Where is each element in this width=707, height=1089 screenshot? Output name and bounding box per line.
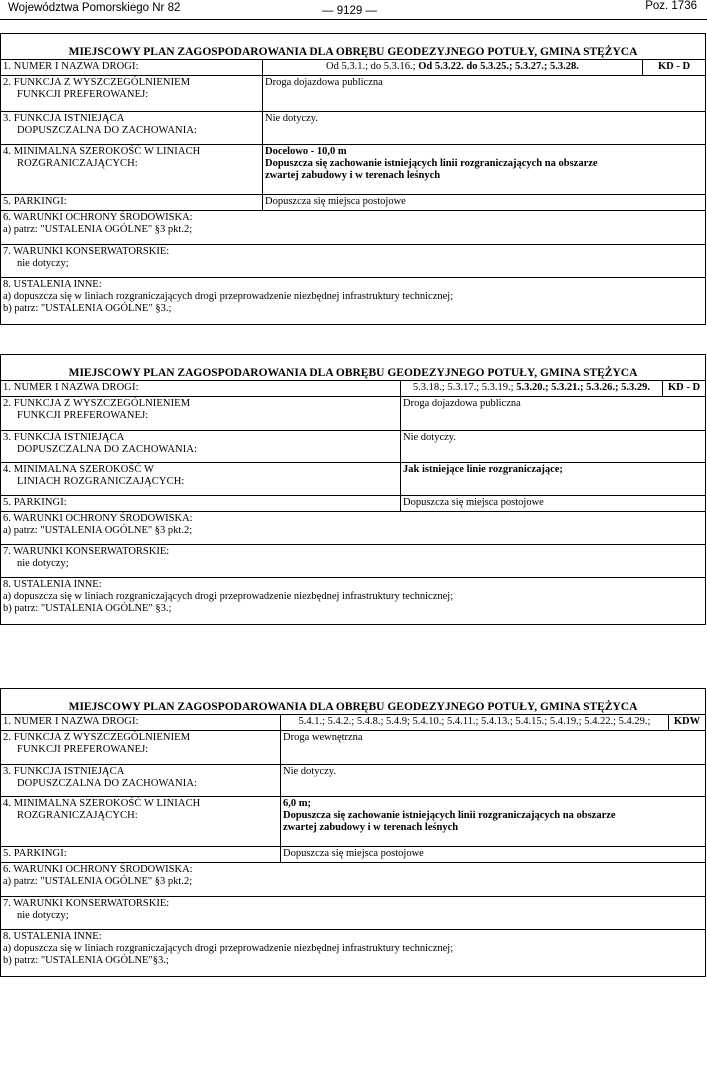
road-numbers-plain: Od 5.3.1.; do 5.3.16.; — [326, 61, 419, 72]
min-width-value: Jak istniejące linie rozgraniczające; — [401, 463, 706, 496]
table-row — [1, 112, 706, 145]
function-label: 2. FUNKCJA Z WYSZCZEGÓLNIENIEM FUNKCJI PREFEROWANEJ: — [1, 731, 281, 765]
existing-function-value: Nie dotyczy. — [401, 431, 706, 463]
parking-value: Dopuszcza się miejsca postojowe — [263, 195, 706, 211]
existing-function-value: Nie dotyczy. — [281, 765, 706, 797]
other-provisions: 8. USTALENIA INNE: a) dopuszcza się w liniach rozgraniczających drogi przeprowadzenie niezbędnej infrastruktury technicznej; b) patrz: "USTALENIA OGÓLNE"§3.; — [1, 930, 706, 977]
conservation-conditions: 7. WARUNKI KONSERWATORSKIE: nie dotyczy; — [1, 545, 706, 578]
table-row — [1, 797, 706, 847]
header-rule — [0, 19, 707, 20]
table-title-row — [1, 689, 706, 715]
conservation-conditions: 7. WARUNKI KONSERWATORSKIE: nie dotyczy; — [1, 897, 706, 930]
table-row — [1, 245, 706, 278]
min-width-label: 4. MINIMALNA SZEROKOŚĆ W LINIACH ROZGRANICZAJĄCYCH: — [1, 797, 281, 847]
journal-title: Województwa Pomorskiego Nr 82 — [8, 2, 181, 14]
table-row — [1, 930, 706, 977]
parking-label: 5. PARKINGI: — [1, 195, 263, 211]
function-value: Droga dojazdowa publiczna — [401, 397, 706, 431]
parking-label: 5. PARKINGI: — [1, 847, 281, 863]
table-row — [1, 578, 706, 625]
table-row — [1, 545, 706, 578]
table-row — [1, 897, 706, 930]
environment-conditions: 6. WARUNKI OCHRONY ŚRODOWISKA: a) patrz: "USTALENIA OGÓLNE" §3 pkt.2; — [1, 512, 706, 545]
function-value: Droga dojazdowa publiczna — [263, 76, 706, 112]
table-title-row — [1, 34, 706, 60]
existing-function-label: 3. FUNKCJA ISTNIEJĄCA DOPUSZCZALNA DO ZACHOWANIA: — [1, 765, 281, 797]
table-title-row — [1, 355, 706, 381]
road-code: KDW — [669, 715, 706, 731]
road-code: KD - D — [643, 60, 706, 76]
table-row — [1, 60, 706, 76]
table-row — [1, 145, 706, 195]
road-numbers-bold: 5.3.20.; 5.3.21.; 5.3.26.; 5.3.29. — [516, 382, 651, 393]
road-number-label: 1. NUMER I NAZWA DROGI: — [1, 381, 401, 397]
table-title: MIEJSCOWY PLAN ZAGOSPODAROWANIA DLA OBRĘBU GEODEZYJNEGO POTUŁY, GMINA STĘŻYCA — [1, 355, 706, 381]
road-numbers-plain: 5.3.18.; 5.3.17.; 5.3.19.; — [412, 382, 517, 393]
existing-function-label: 3. FUNKCJA ISTNIEJĄCA DOPUSZCZALNA DO ZACHOWANIA: — [1, 431, 401, 463]
page-number: — 9129 — — [322, 5, 377, 17]
table-title: MIEJSCOWY PLAN ZAGOSPODAROWANIA DLA OBRĘBU GEODEZYJNEGO POTUŁY, GMINA STĘŻYCA — [1, 34, 706, 60]
road-code: KD - D — [663, 381, 706, 397]
min-width-value: 6,0 m; Dopuszcza się zachowanie istniejących linii rozgraniczających na obszarze zwartej zabudowy i w terenach leśnych — [281, 797, 706, 847]
table-row — [1, 715, 706, 731]
parking-value: Dopuszcza się miejsca postojowe — [281, 847, 706, 863]
position-number: Poz. 1736 — [645, 0, 697, 12]
environment-conditions: 6. WARUNKI OCHRONY ŚRODOWISKA: a) patrz: "USTALENIA OGÓLNE" §3 pkt.2; — [1, 863, 706, 897]
table-row — [1, 847, 706, 863]
table-row — [1, 463, 706, 496]
function-label: 2. FUNKCJA Z WYSZCZEGÓLNIENIEM FUNKCJI PREFEROWANEJ: — [1, 76, 263, 112]
min-width-value: Docelowo - 10,0 m Dopuszcza się zachowanie istniejących linii rozgraniczających na obszarze zwartej zabudowy i w terenach leśnych — [263, 145, 706, 195]
road-numbers-bold: Od 5.3.22. do 5.3.25.; 5.3.27.; 5.3.28. — [418, 61, 579, 72]
existing-function-label: 3. FUNKCJA ISTNIEJĄCA DOPUSZCZALNA DO ZACHOWANIA: — [1, 112, 263, 145]
table-row — [1, 397, 706, 431]
parking-label: 5. PARKINGI: — [1, 496, 401, 512]
road-table-3 — [0, 688, 706, 977]
table-title: MIEJSCOWY PLAN ZAGOSPODAROWANIA DLA OBRĘBU GEODEZYJNEGO POTUŁY, GMINA STĘŻYCA — [1, 689, 706, 715]
road-numbers — [263, 60, 643, 76]
min-width-label: 4. MINIMALNA SZEROKOŚĆ W LINIACH ROZGRANICZAJĄCYCH: — [1, 463, 401, 496]
road-table-1 — [0, 33, 706, 325]
road-table-2 — [0, 354, 706, 625]
road-number-label: 1. NUMER I NAZWA DROGI: — [1, 60, 263, 76]
table-row — [1, 381, 706, 397]
table-row — [1, 431, 706, 463]
min-width-label: 4. MINIMALNA SZEROKOŚĆ W LINIACH ROZGRANICZAJĄCYCH: — [1, 145, 263, 195]
conservation-conditions: 7. WARUNKI KONSERWATORSKIE: nie dotyczy; — [1, 245, 706, 278]
other-provisions: 8. USTALENIA INNE: a) dopuszcza się w liniach rozgraniczających drogi przeprowadzenie niezbędnej infrastruktury technicznej; b) patrz: "USTALENIA OGÓLNE" §3.; — [1, 578, 706, 625]
road-numbers — [281, 715, 669, 731]
road-numbers-plain: 5.4.1.; 5.4.2.; 5.4.8.; 5.4.9; 5.4.10.; 5.4.11.; 5.4.13.; 5.4.15.; 5.4.19.; 5.4.22.; 5.4.29.; — [298, 716, 651, 727]
page-header — [0, 0, 707, 22]
table-row — [1, 765, 706, 797]
table-row — [1, 512, 706, 545]
road-number-label: 1. NUMER I NAZWA DROGI: — [1, 715, 281, 731]
function-value: Droga wewnętrzna — [281, 731, 706, 765]
table-row — [1, 731, 706, 765]
table-row — [1, 76, 706, 112]
environment-conditions: 6. WARUNKI OCHRONY ŚRODOWISKA: a) patrz: "USTALENIA OGÓLNE" §3 pkt.2; — [1, 211, 706, 245]
table-row — [1, 195, 706, 211]
table-row — [1, 278, 706, 325]
table-row — [1, 211, 706, 245]
existing-function-value: Nie dotyczy. — [263, 112, 706, 145]
table-row — [1, 496, 706, 512]
road-numbers — [401, 381, 663, 397]
parking-value: Dopuszcza się miejsca postojowe — [401, 496, 706, 512]
table-row — [1, 863, 706, 897]
function-label: 2. FUNKCJA Z WYSZCZEGÓLNIENIEM FUNKCJI PREFEROWANEJ: — [1, 397, 401, 431]
other-provisions: 8. USTALENIA INNE: a) dopuszcza się w liniach rozgraniczających drogi przeprowadzenie niezbędnej infrastruktury technicznej; b) patrz: "USTALENIA OGÓLNE" §3.; — [1, 278, 706, 325]
